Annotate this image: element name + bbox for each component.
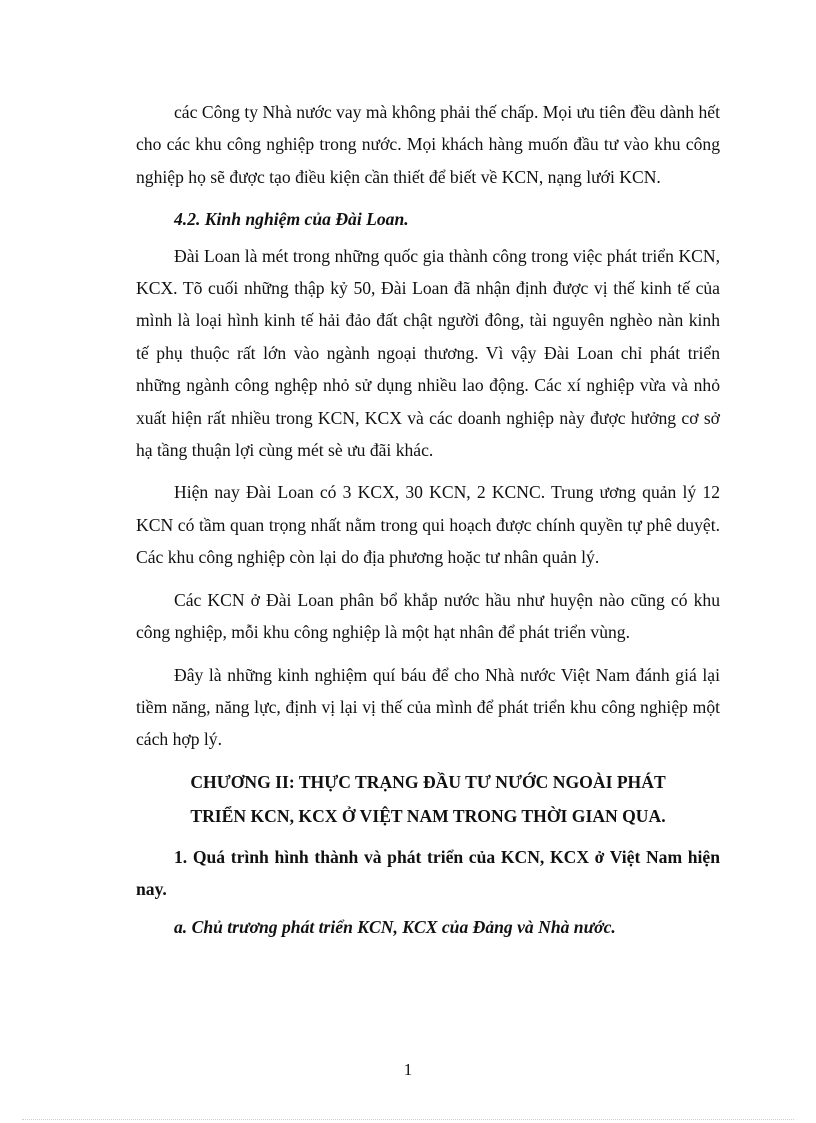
paragraph-taiwan-overview: Đài Loan là mét trong những quốc gia thành công trong việc phát triển KCN, KCX. Tõ cuối những thập kỷ 50, Đài Loan đã nhận định được vị thế kinh tế của mình là loại hình kinh tế hải đảo đất chật người đông, tài nguyên nghèo nàn kinh tế phụ thuộc rất lớn vào ngành ngoại thương. Vì vậy Đài Loan chỉ phát triển những ngành công nghệp nhỏ sử dụng nhiều lao động. Các xí nghiệp vừa và nhỏ xuất hiện rất nhiều trong KCN, KCX và các doanh nghiệp này được hưởng cơ sở hạ tầng thuận lợi cùng mét sè ưu đãi khác. xyxy=(136,245,720,461)
heading-taiwan-experience: 4.2. Kinh nghiệm của Đài Loan. xyxy=(174,209,409,230)
page-number: 1 xyxy=(403,1060,413,1079)
paragraph-intro-continuation: các Công ty Nhà nước vay mà không phải thế chấp. Mọi ưu tiên đều dành hết cho các khu công nghiệp trong nước. Mọi khách hàng muốn đầu tư vào khu công nghiệp họ sẽ được tạo điều kiện cần thiết để biết về KCN, nạng lưới KCN. xyxy=(136,102,720,187)
subsection-heading-a: a. Chủ trương phát triển KCN, KCX của Đảng và Nhà nước. xyxy=(174,917,616,938)
document-page xyxy=(136,96,720,944)
chapter-title-line-2: TRIỂN KCN, KCX Ở VIỆT NAM TRONG THỜI GIAN QUA. xyxy=(190,806,666,827)
page-bottom-border xyxy=(22,1119,794,1120)
section-heading-1: 1. Quá trình hình thành và phát triển của KCN, KCX ở Việt Nam hiện nay. xyxy=(136,846,720,899)
paragraph-lessons: Đây là những kinh nghiệm quí báu để cho Nhà nước Việt Nam đánh giá lại tiềm năng, năng lực, định vị lại vị thế của mình để phát triển khu công nghiệp một cách hợp lý. xyxy=(136,664,720,750)
chapter-title-line-1: CHƯƠNG II: THỰC TRẠNG ĐẦU TƯ NƯỚC NGOÀI PHÁT xyxy=(190,771,666,792)
chapter-title xyxy=(136,766,720,833)
paragraph-taiwan-distribution: Các KCN ở Đài Loan phân bổ khắp nước hầu như huyện nào cũng có khu công nghiệp, mỗi khu công nghiệp là một hạt nhân để phát triển vùng. xyxy=(136,589,720,643)
paragraph-taiwan-zones: Hiện nay Đài Loan có 3 KCX, 30 KCN, 2 KCNC. Trung ương quản lý 12 KCN có tầm quan trọng nhất nằm trong qui hoạch được chính quyền tự phê duyệt. Các khu công nghiệp còn lại do địa phương hoặc tư nhân quản lý. xyxy=(136,482,720,568)
